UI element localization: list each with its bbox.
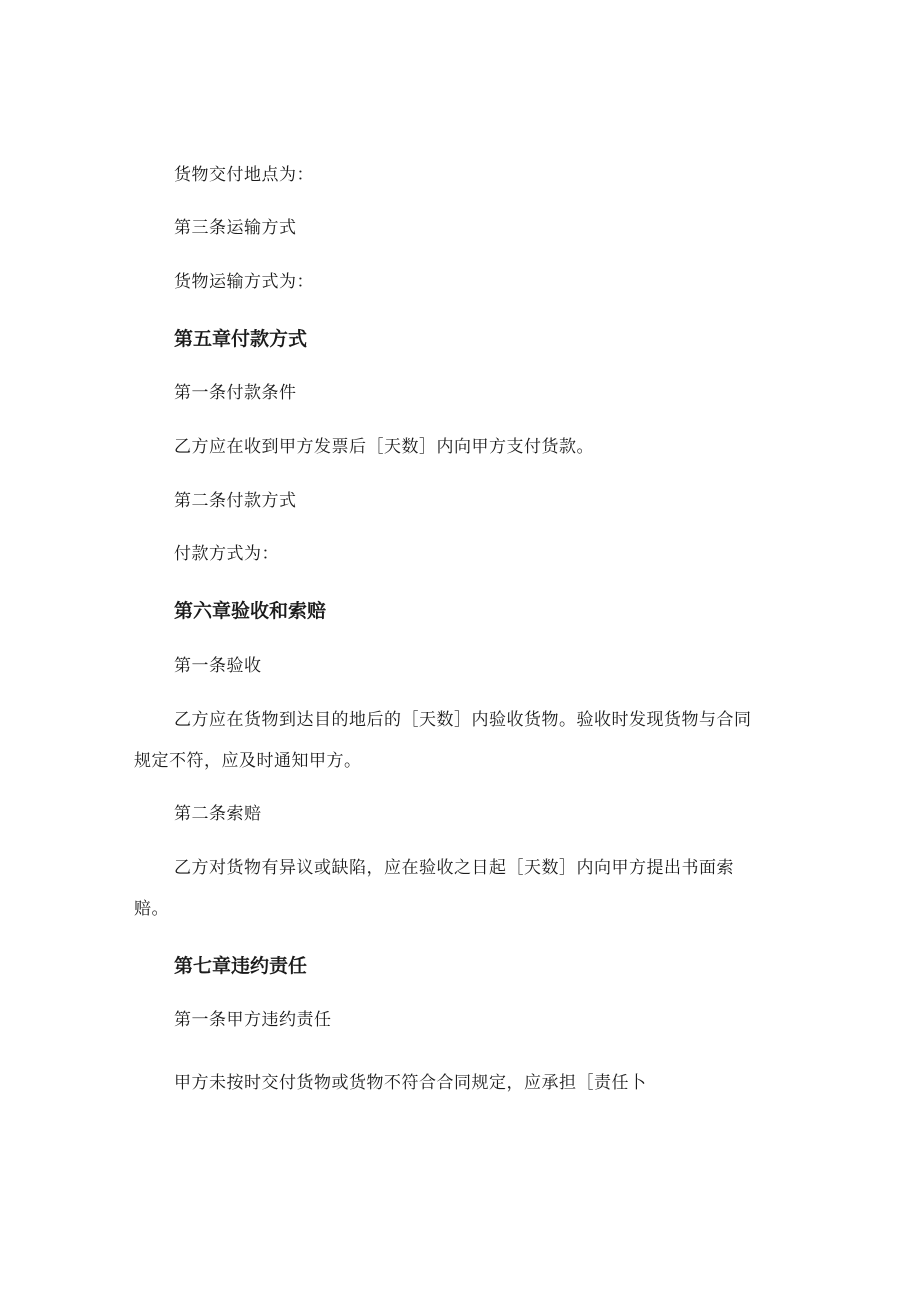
chapter-7-heading: 第七章违约责任 [174, 955, 308, 977]
chapter-5-article-2-title: 第二条付款方式 [174, 491, 297, 511]
chapter-5-article-1-text: 乙方应在收到甲方发票后［天数］内向甲方支付货款。 [174, 437, 594, 457]
chapter-6-article-2-title: 第二条索赔 [174, 804, 262, 824]
chapter-6-article-2-text-line-2: 赔。 [134, 899, 169, 919]
chapter-6-article-1-text-line-2: 规定不符，应及时通知甲方。 [134, 751, 362, 771]
transport-method-line: 货物运输方式为： [174, 272, 314, 292]
chapter-5-heading: 第五章付款方式 [174, 328, 308, 350]
chapter-5-article-2-text: 付款方式为： [174, 544, 279, 564]
chapter-6-article-1-title: 第一条验收 [174, 656, 262, 676]
chapter-7-article-1-text: 甲方未按时交付货物或货物不符合合同规定，应承担［责任卜 [174, 1073, 647, 1093]
chapter-6-article-1-text-line-1: 乙方应在货物到达目的地后的［天数］内验收货物。验收时发现货物与合同 [174, 710, 752, 730]
delivery-place-line: 货物交付地点为： [174, 165, 314, 185]
chapter-6-heading: 第六章验收和索赔 [174, 600, 327, 622]
chapter-5-article-1-title: 第一条付款条件 [174, 383, 297, 403]
chapter-6-article-2-text-line-1: 乙方对货物有异议或缺陷，应在验收之日起［天数］内向甲方提出书面索 [174, 858, 734, 878]
chapter-7-article-1-title: 第一条甲方违约责任 [174, 1010, 332, 1030]
article-3-transport-title: 第三条运输方式 [174, 218, 297, 238]
